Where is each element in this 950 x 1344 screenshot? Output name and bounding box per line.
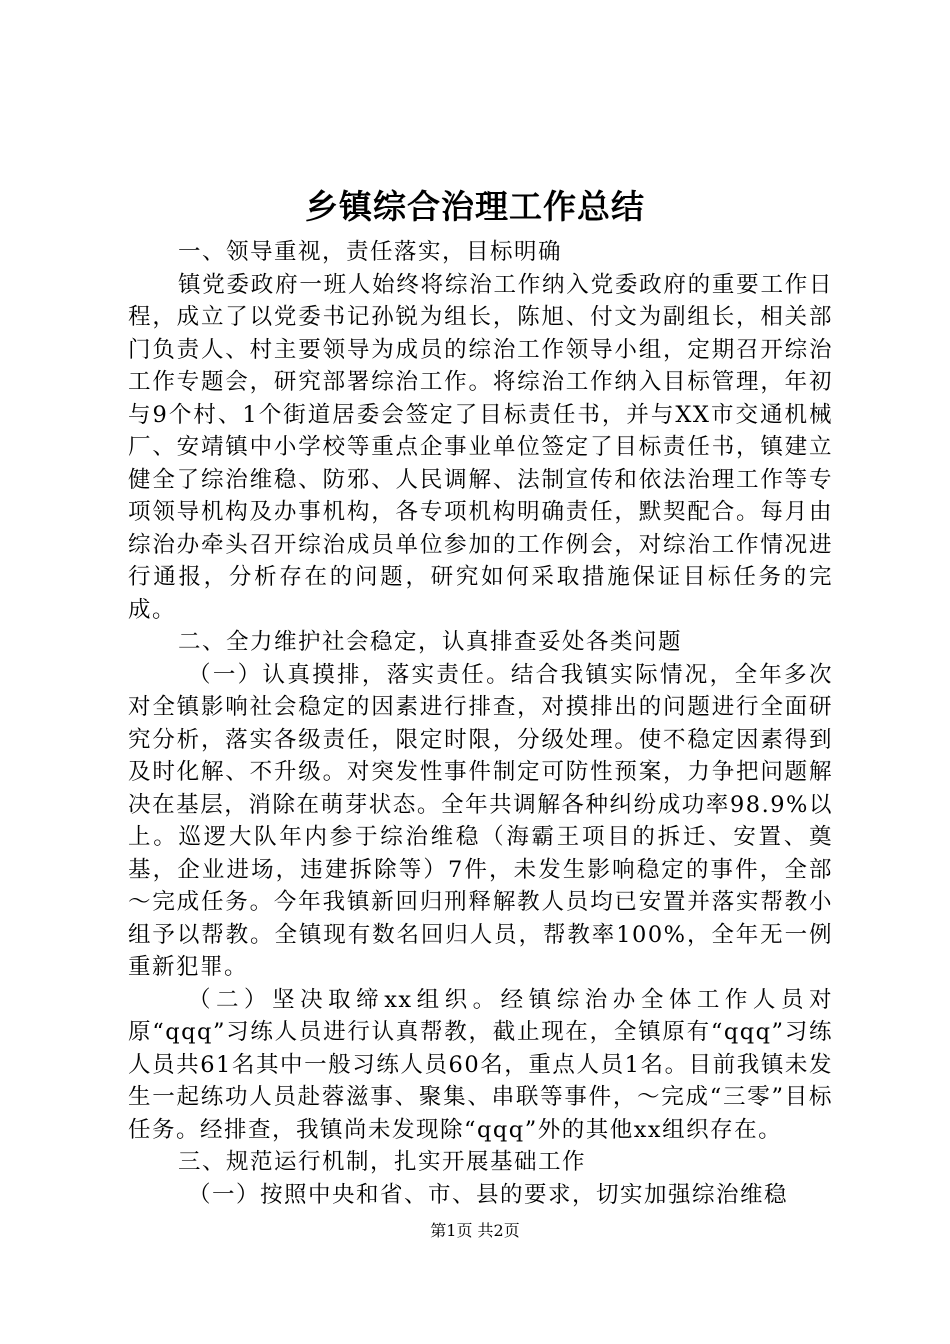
paragraph-2: （一）认真摸排，落实责任。结合我镇实际情况，全年多次对全镇影响社会稳定的因素进行排查，对摸排出的问题进行全面研究分析，落实各级责任，限定时限，分级处理。使不稳定因素得到及时化解、不升级。对突发性事件制定可防性预案，力争把问题解决在基层，消除在萌芽状态。全年共调解各种纠纷成功率98.9%以上。巡逻大队年内参于综治维稳（海霸王项目的拆迁、安置、奠基，企业进场，违建拆除等）7件，未发生影响稳定的事件，全部～完成任务。今年我镇新回归刑释解教人员均已安置并落实帮教小组予以帮教。全镇现有数名回归人员，帮教率100%，全年无一例重新犯罪。: [128, 661, 833, 980]
paragraph-3: （二）坚决取缔xx组织。经镇综治办全体工作人员对原“qqq”习练人员进行认真帮教，截止现在，全镇原有“qqq”习练人员共61名其中一般习练人员60名，重点人员1名。目前我镇未发生一起练功人员赴蓉滋事、聚集、串联等事件，～完成“三零”目标任务。经排查，我镇尚未发现除“qqq”外的其他xx组织存在。: [128, 986, 833, 1143]
section-heading-2: 二、全力维护社会稳定，认真排查妥处各类问题: [178, 629, 683, 655]
paragraph-4: （一）按照中央和省、市、县的要求，切实加强综治维稳: [188, 1181, 789, 1208]
page-footer: 第1页 共2页: [430, 1221, 520, 1240]
section-heading-3: 三、规范运行机制，扎实开展基础工作: [178, 1149, 587, 1175]
document-title: 乡镇综合治理工作总结: [305, 187, 645, 226]
section-heading-1: 一、领导重视，责任落实，目标明确: [178, 239, 563, 265]
document-body: [128, 236, 833, 1211]
paragraph-1: 镇党委政府一班人始终将综治工作纳入党委政府的重要工作日程，成立了以党委书记孙锐为组长，陈旭、付文为副组长，相关部门负责人、村主要领导为成员的综治工作领导小组，定期召开综治工作专题会，研究部署综治工作。将综治工作纳入目标管理，年初与9个村、1个街道居委会签定了目标责任书，并与XX市交通机械厂、安靖镇中小学校等重点企事业单位签定了目标责任书，镇建立健全了综治维稳、防邪、人民调解、法制宣传和依法治理工作等专项领导机构及办事机构，各专项机构明确责任，默契配合。每月由综治办牵头召开综治成员单位参加的工作例会，对综治工作情况进行通报，分析存在的问题，研究如何采取措施保证目标任务的完成。: [128, 271, 833, 623]
